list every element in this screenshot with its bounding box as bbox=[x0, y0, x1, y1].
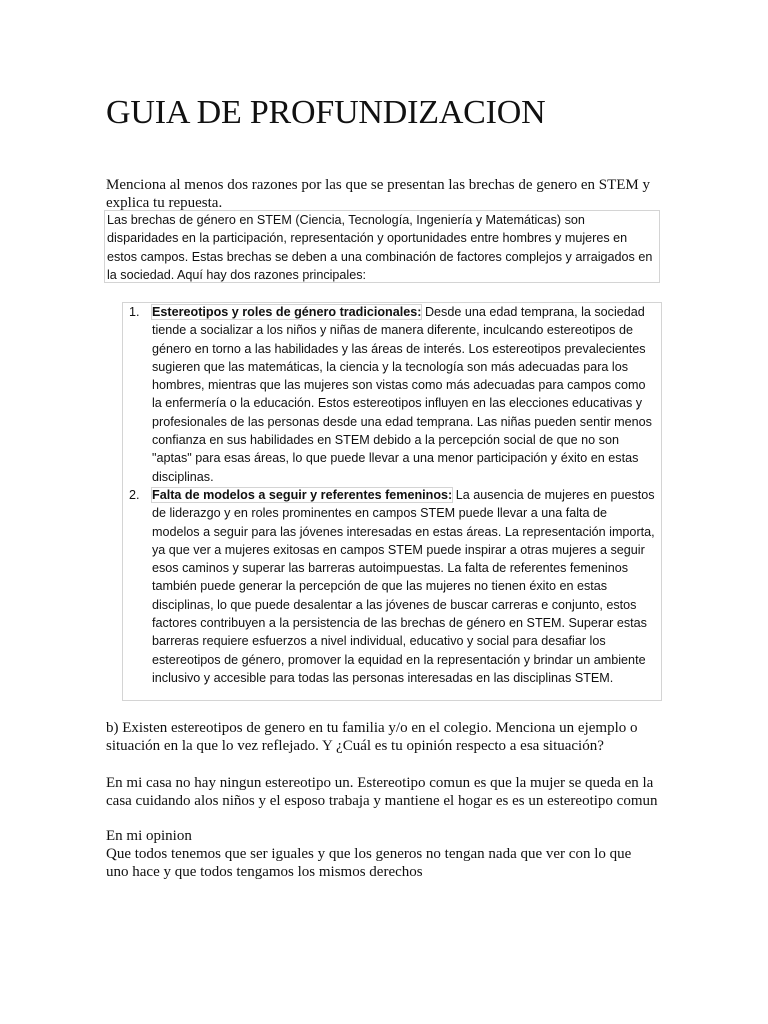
answer-2: En mi casa no hay ningun estereotipo un. Estereotipo comun es que la mujer se queda en la casa cuidando alos niños y el esposo trabaja y mantiene el hogar es es un estereotipo comun bbox=[106, 775, 658, 809]
list-item-heading: Falta de modelos a seguir y referentes femeninos: bbox=[152, 487, 453, 502]
list-item-number: 1. bbox=[129, 305, 140, 319]
list-item bbox=[123, 486, 661, 687]
reasons-list bbox=[123, 303, 661, 687]
list-item-number: 2. bbox=[129, 487, 140, 502]
list-item bbox=[123, 303, 661, 486]
list-item-text: La ausencia de mujeres en puestos de liderazgo y en roles prominentes en campos STEM puede llevar a una falta de modelos a seguir para las jóvenes interesadas en estas áreas. La representación importa, ya que ver a mujeres exitosas en campos STEM puede inspirar a otras mujeres a seguir esos caminos y superar las barreras autoimpuestas. La falta de referentes femeninos también puede generar la percepción de que las mujeres no tienen éxito en estas disciplinas, lo que puede desalentar a las jóvenes de buscar carreras e conjunto, estos factores contribuyen a la persistencia de las brechas de género en STEM. Superar estas barreras requiere esfuerzos a nivel individual, educativo y social para desafiar los estereotipos de género, promover la equidad en la representación y brindar un ambiente inclusivo y accesible para todas las personas interesadas en las disciplinas STEM. bbox=[152, 487, 655, 685]
reasons-list-box bbox=[122, 302, 662, 701]
answer-intro-box bbox=[104, 210, 660, 283]
list-item-text: Desde una edad temprana, la sociedad tiende a socializar a los niños y niñas de manera diferente, inculcando estereotipos de género en torno a las habilidades y las áreas de interés. Los estereotipos prevalecientes sugieren que las matemáticas, la ciencia y la tecnología son más adecuadas para los hombres, mientras que las mujeres son vistas como más adecuadas para campos como la enfermería o la educación. Estos estereotipos influyen en las elecciones educativas y profesionales de las personas desde una edad temprana. Las niñas pueden sentir menos confianza en sus habilidades en STEM debido a la percepción social de que no son "aptas" para esas áreas, lo que puede llevar a una menor participación y éxito en estas disciplinas. bbox=[152, 305, 652, 484]
list-item-heading: Estereotipos y roles de género tradicionales: bbox=[152, 305, 422, 319]
page-title: GUIA DE PROFUNDIZACION bbox=[106, 94, 546, 131]
opinion-text: Que todos tenemos que ser iguales y que los generos no tengan nada que ver con lo que uno hace y que todos tengamos los mismos derechos bbox=[106, 846, 632, 880]
question-2: b) Existen estereotipos de genero en tu familia y/o en el colegio. Menciona un ejemplo o situación en la que lo vez reflejado. Y ¿Cuál es tu opinión respecto a esa situación? bbox=[106, 720, 638, 754]
opinion-label: En mi opinion bbox=[106, 828, 192, 844]
answer-intro-text: Las brechas de género en STEM (Ciencia, Tecnología, Ingeniería y Matemáticas) son disparidades en la participación, representación y oportunidades entre hombres y mujeres en estos campos. Estas brechas se deben a una combinación de factores complejos y arraigados en la sociedad. Aquí hay dos razones principales: bbox=[107, 213, 653, 282]
question-1: Menciona al menos dos razones por las que se presentan las brechas de genero en STEM y explica tu repuesta. bbox=[106, 177, 650, 211]
